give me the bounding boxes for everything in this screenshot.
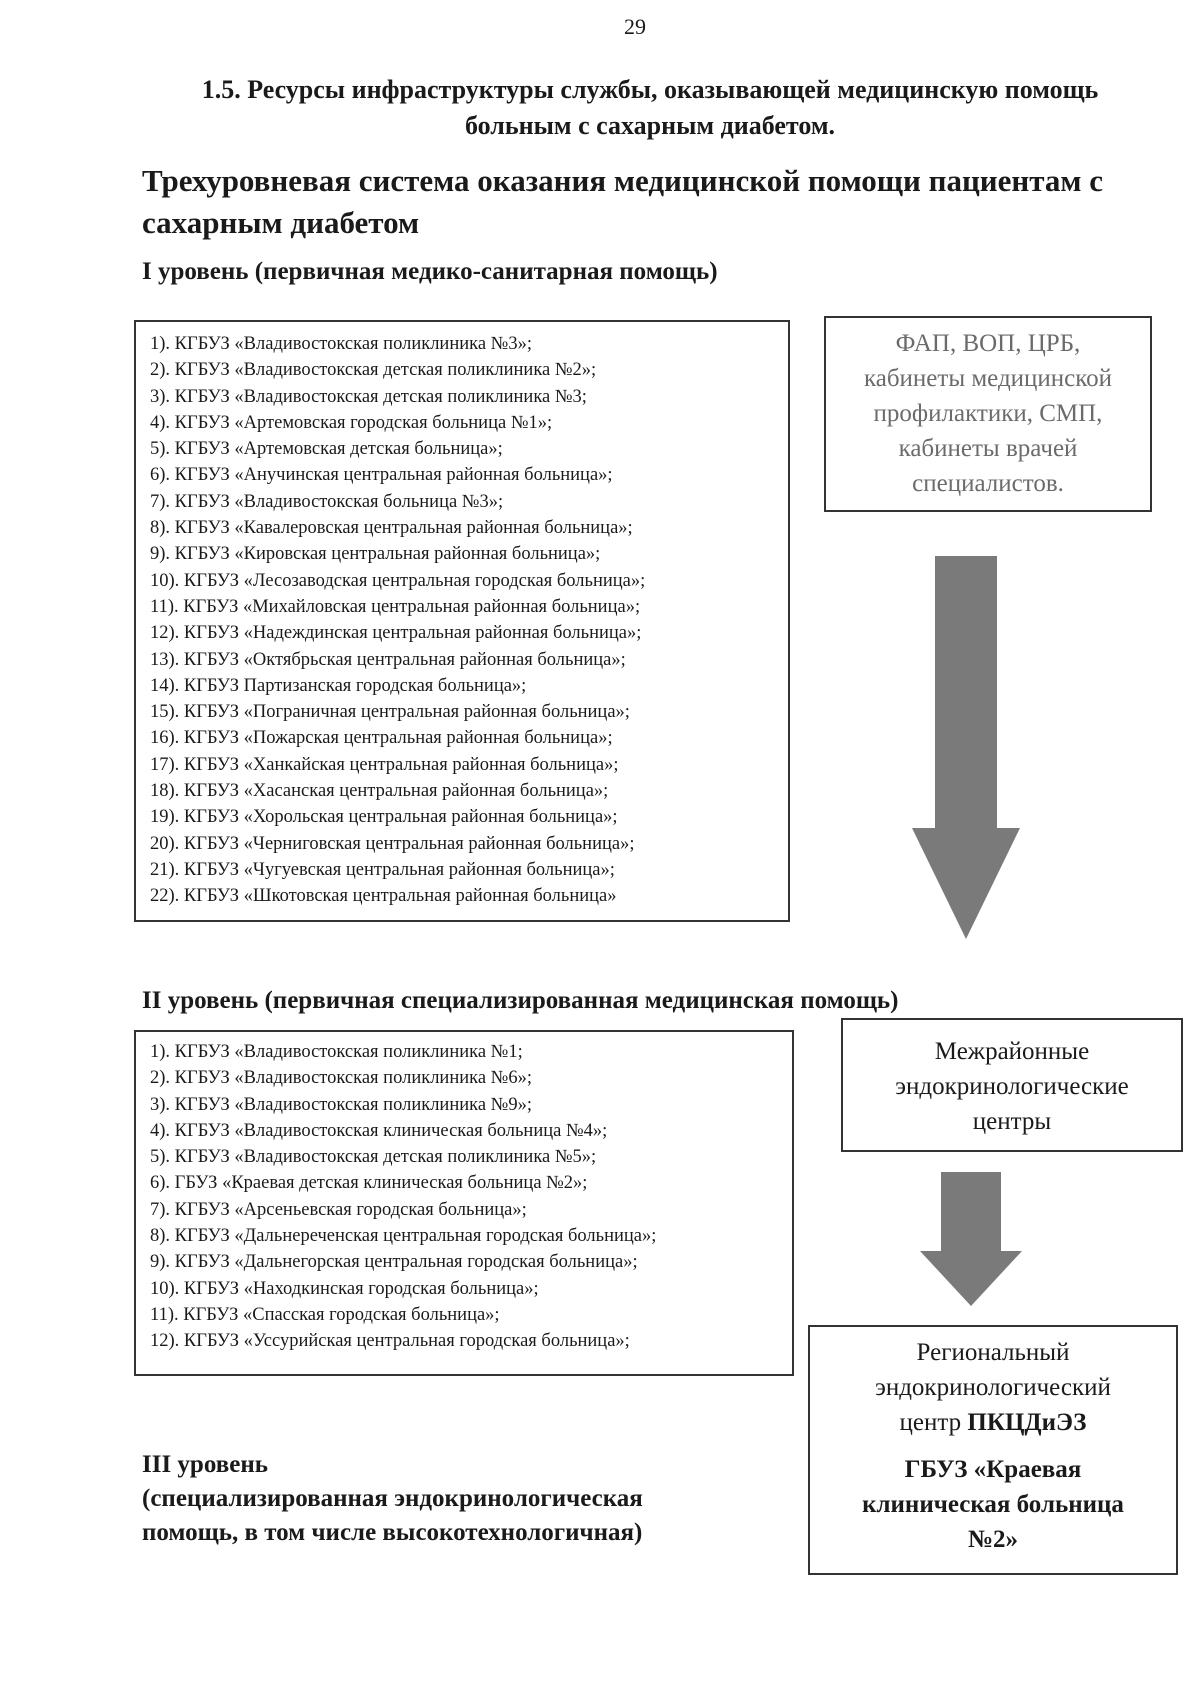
list-item: 3). КГБУЗ «Владивостокская детская поликлиника №3; <box>150 386 587 407</box>
list-item: 11). КГБУЗ «Михайловская центральная районная больница»; <box>150 596 641 617</box>
list-item: 17). КГБУЗ «Ханкайская центральная районная больница»; <box>150 754 619 775</box>
hospital-name-line: клиническая больница <box>862 1491 1124 1518</box>
side-box-line: эндокринологические <box>895 1073 1129 1100</box>
list-item: 22). КГБУЗ «Шкотовская центральная районная больница» <box>150 886 617 907</box>
list-item: 12). КГБУЗ «Надеждинская центральная районная больница»; <box>150 623 642 644</box>
interdistrict-centers-box <box>841 1018 1183 1152</box>
primary-care-units-box <box>824 316 1152 512</box>
side-box-line: ФАП, ВОП, ЦРБ, <box>895 330 1081 357</box>
level3-heading-line: III уровень <box>142 1451 268 1478</box>
center-prefix: центр <box>899 1409 968 1436</box>
list-item: 4). КГБУЗ «Владивостокская клиническая больница №4»; <box>150 1120 608 1141</box>
list-item: 3). КГБУЗ «Владивостокская поликлиника №9»; <box>150 1094 532 1115</box>
system-title: Трехуровневая система оказания медицинской помощи пациентам с сахарным диабетом <box>142 163 1104 240</box>
side-box-line: центры <box>972 1108 1052 1135</box>
page-number: 29 <box>624 14 646 39</box>
level3-heading-line: помощь, в том числе высокотехнологичная) <box>142 1519 643 1546</box>
list-item: 9). КГБУЗ «Кировская центральная районная больница»; <box>150 544 601 565</box>
level2-heading: II уровень (первичная специализированная медицинская помощь) <box>142 987 899 1014</box>
down-arrow-icon <box>912 828 1020 939</box>
list-item: 21). КГБУЗ «Чугуевская центральная районная больница»; <box>150 859 615 880</box>
side-box-line: кабинеты врачей <box>898 435 1078 462</box>
list-item: 19). КГБУЗ «Хорольская центральная районная больница»; <box>150 807 618 828</box>
list-item: 16). КГБУЗ «Пожарская центральная районная больница»; <box>150 728 613 749</box>
hospital-name-line: ГБУЗ «Краевая <box>904 1456 1082 1483</box>
list-item: 14). КГБУЗ Партизанская городская больница»; <box>150 675 527 696</box>
list-item: 2). КГБУЗ «Владивостокская поликлиника №6»; <box>150 1068 532 1089</box>
list-item: 5). КГБУЗ «Артемовская детская больница»; <box>150 439 503 460</box>
list-item: 7). КГБУЗ «Владивостокская больница №3»; <box>150 491 504 512</box>
list-item: 9). КГБУЗ «Дальнегорская центральная городская больница»; <box>150 1252 638 1273</box>
level1-heading: I уровень (первичная медико-санитарная помощь) <box>142 258 718 285</box>
list-item: 2). КГБУЗ «Владивостокская детская поликлиника №2»; <box>150 360 597 381</box>
regional-center-box <box>808 1325 1178 1575</box>
list-item: 8). КГБУЗ «Кавалеровская центральная районная больница»; <box>150 518 633 539</box>
list-item: 6). ГБУЗ «Краевая детская клиническая больница №2»; <box>150 1173 588 1194</box>
list-item: 4). КГБУЗ «Артемовская городская больница №1»; <box>150 412 553 433</box>
list-item: 1). КГБУЗ «Владивостокская поликлиника №3»; <box>150 334 532 354</box>
list-item: 11). КГБУЗ «Спасская городская больница»; <box>150 1304 500 1325</box>
list-item: 18). КГБУЗ «Хасанская центральная районная больница»; <box>150 781 609 802</box>
hospital-name-line: №2» <box>967 1526 1019 1553</box>
center-abbreviation: ПКЦДиЭЗ <box>967 1409 1087 1436</box>
level1-institutions-box <box>134 320 790 922</box>
side-box-line <box>810 1405 1176 1440</box>
list-item: 1). КГБУЗ «Владивостокская поликлиника №1; <box>150 1042 523 1062</box>
list-item: 10). КГБУЗ «Находкинская городская больница»; <box>150 1278 539 1299</box>
list-item: 20). КГБУЗ «Черниговская центральная районная больница»; <box>150 833 635 854</box>
list-item: 13). КГБУЗ «Октябрьская центральная районная больница»; <box>150 649 626 670</box>
side-box-line: Межрайонные <box>934 1038 1090 1065</box>
side-box-line: эндокринологический <box>875 1374 1111 1401</box>
side-box-line: кабинеты медицинской <box>863 365 1113 392</box>
down-arrow-icon <box>920 1251 1022 1306</box>
level2-institutions-box <box>134 1030 794 1376</box>
level3-heading <box>142 1448 742 1550</box>
list-item: 10). КГБУЗ «Лесозаводская центральная городская больница»; <box>150 570 646 591</box>
side-box-line: профилактики, СМП, <box>873 400 1103 427</box>
level2-to-level3-arrow-shaft <box>941 1172 1001 1252</box>
list-item: 7). КГБУЗ «Арсеньевская городская больница»; <box>150 1199 527 1220</box>
side-box-line: специалистов. <box>912 470 1064 497</box>
list-item: 6). КГБУЗ «Анучинская центральная районная больница»; <box>150 465 613 486</box>
level3-heading-line: (специализированная эндокринологическая <box>142 1485 643 1512</box>
list-item: 8). КГБУЗ «Дальнереченская центральная городская больница»; <box>150 1226 657 1247</box>
list-item: 12). КГБУЗ «Уссурийская центральная городская больница»; <box>150 1331 630 1352</box>
side-box-line: Региональный <box>916 1339 1070 1366</box>
list-item: 15). КГБУЗ «Пограничная центральная районная больница»; <box>150 702 630 723</box>
section-title: 1.5. Ресурсы инфраструктуры службы, оказывающей медицинскую помощь больным с сахарным диабетом. <box>201 75 1099 140</box>
list-item: 5). КГБУЗ «Владивостокская детская поликлиника №5»; <box>150 1147 597 1168</box>
level1-to-level2-arrow-shaft <box>935 556 997 829</box>
